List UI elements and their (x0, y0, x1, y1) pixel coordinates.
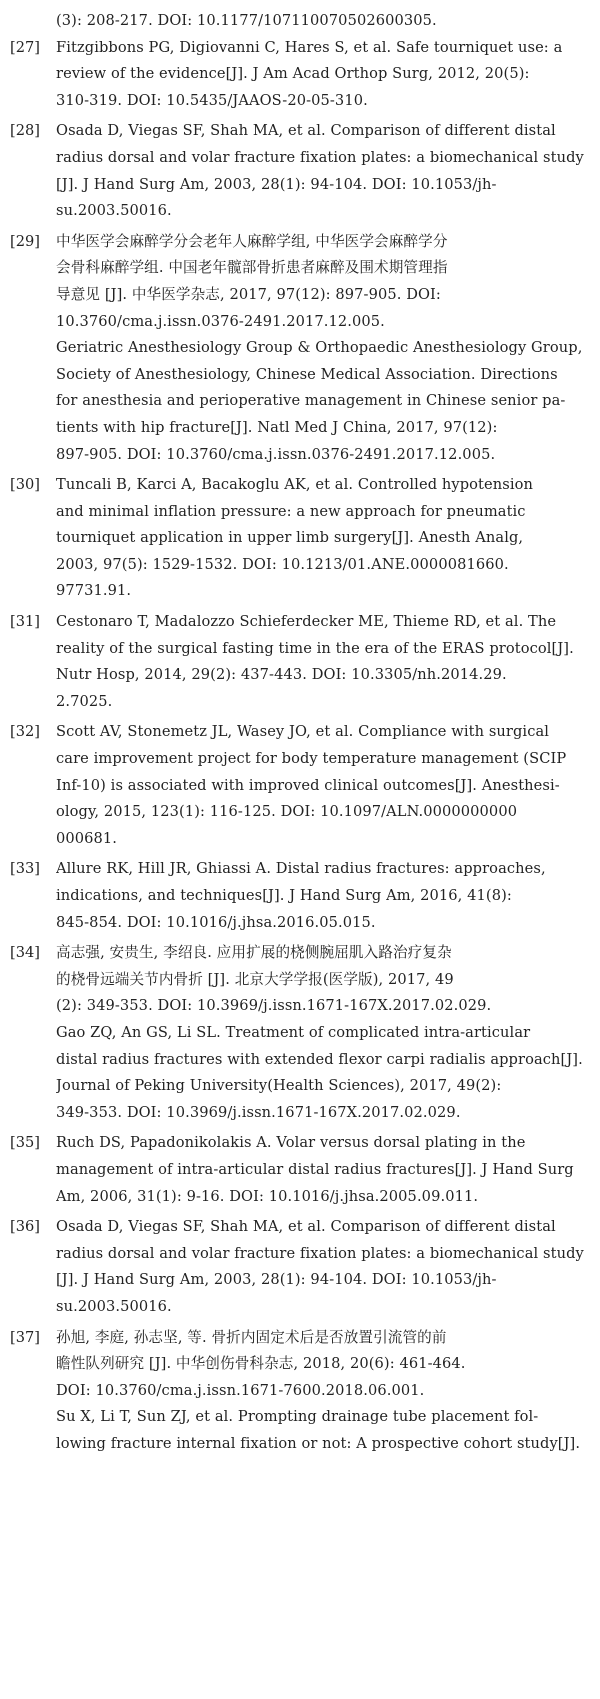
reference-number: [37] (10, 1328, 40, 1346)
reference-number: [27] (10, 38, 40, 56)
reference-number: [32] (10, 723, 40, 741)
reference-line: Gao ZQ, An GS, Li SL. Treatment of complicated intra-articular (56, 1023, 531, 1041)
reference-line: (3): 208-217. DOI: 10.1177/107110070502600305. (56, 12, 437, 29)
reference-number: [36] (10, 1218, 40, 1236)
reference-line: Tuncali B, Karci A, Bacakoglu AK, et al. Controlled hypotension (56, 476, 533, 494)
reference-line: 会骨科麻醉学组. 中国老年髋部骨折患者麻醉及围术期管理指 (56, 259, 448, 277)
reference-entry (10, 856, 586, 936)
reference-line: Osada D, Viegas SF, Shah MA, et al. Comparison of different distal (56, 1218, 556, 1236)
reference-line: su.2003.50016. (56, 202, 172, 220)
reference-line: Society of Anesthesiology, Chinese Medical Association. Directions (56, 365, 558, 383)
reference-line: Su X, Li T, Sun ZJ, et al. Prompting drainage tube placement fol- (56, 1408, 539, 1426)
references-container (10, 35, 586, 1458)
reference-line: 高志强, 安贵生, 李绍良. 应用扩展的桡侧腕屈肌入路治疗复杂 (56, 944, 452, 962)
reference-entry (10, 940, 586, 1126)
reference-number: [31] (10, 613, 40, 631)
reference-line: 的桡骨远端关节内骨折 [J]. 北京大学学报(医学版), 2017, 49 (56, 970, 454, 988)
reference-line: DOI: 10.3760/cma.j.issn.1671-7600.2018.06.001. (56, 1381, 425, 1399)
reference-entry (10, 1130, 586, 1210)
reference-line: tourniquet application in upper limb surgery[J]. Anesth Analg, (56, 529, 524, 547)
reference-line: 000681. (56, 829, 118, 847)
reference-text (56, 118, 586, 224)
reference-line: for anesthesia and perioperative management in Chinese senior pa- (56, 392, 566, 410)
reference-line: 97731.91. (56, 582, 132, 600)
reference-entry (10, 719, 586, 852)
reference-line: management of intra-articular distal radius fractures[J]. J Hand Surg (56, 1160, 574, 1178)
reference-line: 845-854. DOI: 10.1016/j.jhsa.2016.05.015. (56, 913, 376, 931)
reference-entry (10, 1325, 586, 1458)
reference-text (56, 856, 586, 936)
reference-line: Cestonaro T, Madalozzo Schieferdecker ME, Thieme RD, et al. The (56, 613, 557, 631)
reference-line: (2): 349-353. DOI: 10.3969/j.issn.1671-167X.2017.02.029. (56, 997, 492, 1015)
reference-line: Geriatric Anesthesiology Group & Orthopaedic Anesthesiology Group, (56, 339, 583, 357)
reference-line: 导意见 [J]. 中华医学杂志, 2017, 97(12): 897-905. DOI: (56, 285, 441, 303)
reference-line: 2.7025. (56, 692, 113, 710)
reference-line: lowing fracture internal fixation or not: A prospective cohort study[J]. (56, 1434, 581, 1452)
reference-line: Fitzgibbons PG, Digiovanni C, Hares S, et al. Safe tourniquet use: a (56, 38, 563, 56)
reference-number: [28] (10, 122, 40, 140)
reference-line: 孙旭, 李庭, 孙志坚, 等. 骨折内固定术后是否放置引流管的前 (56, 1328, 447, 1346)
reference-line: ology, 2015, 123(1): 116-125. DOI: 10.1097/ALN.0000000000 (56, 803, 518, 821)
reference-number: [35] (10, 1134, 40, 1152)
reference-text (56, 1214, 586, 1320)
reference-line: review of the evidence[J]. J Am Acad Orthop Surg, 2012, 20(5): (56, 65, 530, 83)
reference-line: 310-319. DOI: 10.5435/JAAOS-20-05-310. (56, 91, 368, 109)
reference-line: indications, and techniques[J]. J Hand Surg Am, 2016, 41(8): (56, 887, 512, 904)
reference-line: 897-905. DOI: 10.3760/cma.j.issn.0376-2491.2017.12.005. (56, 445, 496, 463)
reference-entry (10, 609, 586, 715)
reference-line: [J]. J Hand Surg Am, 2003, 28(1): 94-104. DOI: 10.1053/jh- (56, 1271, 497, 1289)
reference-text (56, 35, 586, 115)
reference-entry (10, 35, 586, 115)
reference-line: 中华医学会麻醉学分会老年人麻醉学组, 中华医学会麻醉学分 (56, 232, 448, 250)
reference-entry (10, 1214, 586, 1320)
reference-number: [29] (10, 232, 40, 250)
reference-entry (10, 229, 586, 468)
reference-line: Scott AV, Stonemetz JL, Wasey JO, et al. Compliance with surgical (56, 723, 550, 741)
reference-line: 2003, 97(5): 1529-1532. DOI: 10.1213/01.ANE.0000081660. (56, 555, 509, 573)
reference-text (56, 940, 586, 1126)
reference-line: care improvement project for body temperature management (SCIP (56, 750, 567, 768)
reference-entry (10, 118, 586, 224)
reference-line: Inf-10) is associated with improved clinical outcomes[J]. Anesthesi- (56, 776, 560, 794)
reference-text (56, 472, 586, 605)
reference-line: 瞻性队列研究 [J]. 中华创伤骨科杂志, 2018, 20(6): 461-464. (56, 1355, 466, 1373)
reference-text (56, 229, 586, 468)
reference-line: Nutr Hosp, 2014, 29(2): 437-443. DOI: 10.3305/nh.2014.29. (56, 666, 507, 684)
reference-text (56, 609, 586, 715)
reference-text (56, 1130, 586, 1210)
reference-text (56, 719, 586, 852)
reference-number: [30] (10, 476, 40, 494)
reference-line: 349-353. DOI: 10.3969/j.issn.1671-167X.2017.02.029. (56, 1103, 461, 1121)
reference-number: [33] (10, 860, 40, 878)
reference-line: Am, 2006, 31(1): 9-16. DOI: 10.1016/j.jhsa.2005.09.011. (56, 1187, 479, 1205)
reference-entry (10, 472, 586, 605)
reference-line: Allure RK, Hill JR, Ghiassi A. Distal radius fractures: approaches, (56, 860, 546, 878)
reference-line: radius dorsal and volar fracture fixation plates: a biomechanical study (56, 148, 584, 166)
reference-line: and minimal inflation pressure: a new approach for pneumatic (56, 502, 526, 520)
reference-line: 10.3760/cma.j.issn.0376-2491.2017.12.005. (56, 312, 385, 330)
reference-line: su.2003.50016. (56, 1297, 172, 1315)
reference-line: distal radius fractures with extended flexor carpi radialis approach[J]. (56, 1050, 583, 1068)
reference-line: tients with hip fracture[J]. Natl Med J China, 2017, 97(12): (56, 418, 498, 436)
reference-line: radius dorsal and volar fracture fixation plates: a biomechanical study (56, 1244, 584, 1262)
reference-line: Osada D, Viegas SF, Shah MA, et al. Comparison of different distal (56, 122, 556, 140)
reference-text (56, 1325, 586, 1458)
reference-line: reality of the surgical fasting time in the era of the ERAS protocol[J]. (56, 639, 574, 657)
reference-number: [34] (10, 944, 40, 962)
reference-line: [J]. J Hand Surg Am, 2003, 28(1): 94-104. DOI: 10.1053/jh- (56, 175, 497, 193)
reference-line: Journal of Peking University(Health Sciences), 2017, 49(2): (56, 1077, 502, 1095)
reference-line: Ruch DS, Papadonikolakis A. Volar versus dorsal plating in the (56, 1134, 526, 1152)
continued-reference (10, 8, 586, 35)
